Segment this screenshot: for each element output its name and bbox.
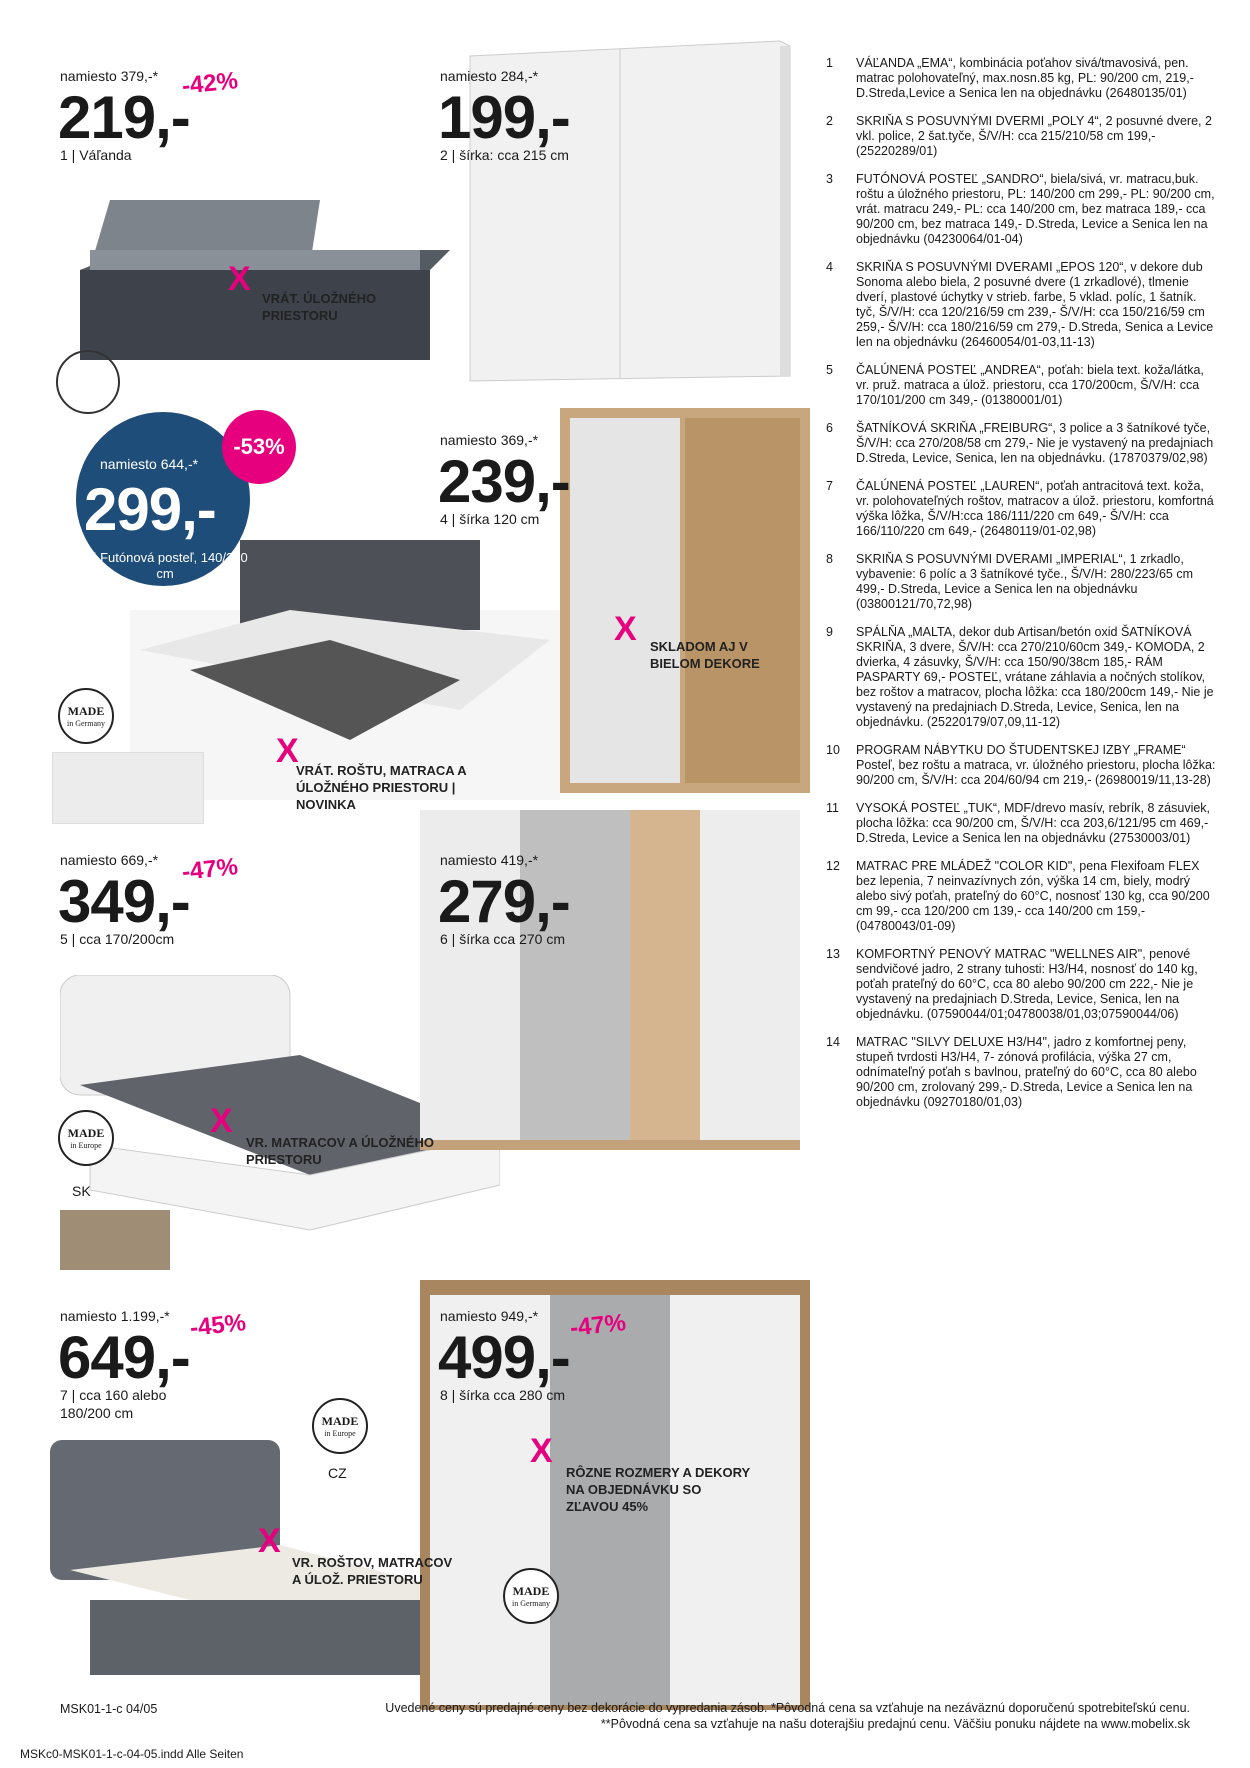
price-6: 279,- (438, 868, 570, 935)
price-8: 499,- (438, 1324, 570, 1391)
discount-badge-3 (222, 410, 296, 484)
list-item (826, 363, 1218, 408)
list-item-number: 13 (826, 947, 840, 961)
list-item (826, 421, 1218, 466)
made-in-germany-seal: MADE in Germany (58, 688, 114, 744)
old-price-1: namiesto 379,-* (60, 68, 159, 84)
list-item (826, 479, 1218, 539)
caption-1: 1 | Váľanda (60, 147, 132, 163)
list-item-number: 6 (826, 421, 833, 435)
made-in-germany-seal-8: MADE in Germany (503, 1568, 559, 1624)
sk-label: SK (72, 1183, 91, 1199)
list-item-text: VÁĽANDA „EMA“, kombinácia poťahov sivá/tmavosivá, pen. matrac polohovateľný, max.nosn.85 kg, PL: 90/200 cm, 219,- D.Streda,Levice a Senica len na objednávku (26480135/01) (856, 56, 1194, 100)
list-item (826, 743, 1218, 788)
page-code: MSK01-1-c 04/05 (60, 1702, 158, 1716)
list-item-text: PROGRAM NÁBYTKU DO ŠTUDENTSKEJ IZBY „FRAME“ Posteľ, bez roštu a matraca, vr. úložného priestoru, plocha lôžka: 90/200 cm, Š/V/H: cca 204/60/94 cm 219,- (26980019/11,13-28) (856, 743, 1216, 787)
old-price-7: namiesto 1.199,-* (60, 1308, 170, 1324)
list-item (826, 172, 1218, 247)
list-item (826, 260, 1218, 350)
epos-wardrobe-image (560, 408, 820, 798)
note-1: VRÁT. ÚLOŽNÉHO PRIESTORU (262, 291, 377, 323)
note-4: SKLADOM AJ V BIELOM DEKORE (650, 639, 760, 671)
list-item-text: ČALÚNENÁ POSTEĽ „LAUREN“, poťah antracitová text. koža, vr. polohovateľných roštov, matracov a úlož. priestoru, komfortná výška lôžka, Š/V/H:cca 186/111/220 cm 649,- Š/V/H: cca 166/110/220 cm 649,- (26480119/01-02,98) (856, 479, 1214, 538)
list-item-number: 12 (826, 859, 840, 873)
valanda-image (70, 180, 450, 380)
discount-7: -45% (188, 1309, 248, 1342)
caption-7: 7 | cca 160 alebo 180/200 cm (60, 1387, 167, 1421)
list-item-text: ČALÚNENÁ POSTEĽ „ANDREA“, poťah: biela text. koža/látka, vr. pruž. matraca a úlož. priestoru, cca 170/200cm, Š/V/H: cca 170/101/200 cm 349,- (01380001/01) (856, 363, 1204, 407)
caption-2: 2 | šírka: cca 215 cm (440, 147, 569, 163)
list-item (826, 56, 1218, 101)
old-price-4: namiesto 369,-* (440, 432, 539, 448)
x-marker-4: X (614, 610, 637, 648)
product-description-list (826, 56, 1218, 1123)
caption-3: 3 | Futónová posteľ, 140/200 cm (82, 550, 248, 581)
list-item-number: 4 (826, 260, 833, 274)
old-price-8: namiesto 949,-* (440, 1308, 539, 1324)
list-item (826, 947, 1218, 1022)
list-item-text: SKRIŇA S POSUVNÝMI DVERMI „POLY 4“, 2 posuvné dvere, 2 vkl. police, 2 šat.tyče, Š/V/H: cca 215/210/58 cm 199,- (25220289/01) (856, 114, 1212, 158)
list-item-text: KOMFORTNÝ PENOVÝ MATRAC "WELLNES AIR", penové sendvičové jadro, 2 strany tuhosti: H3/H4, nosnosť do 140 kg, poťah prateľný do 60°C, cca 80 alebo 90/200 cm 222,- Nie je vystavený na predajniach D.Streda, Levice, Senica, len na objednávku. (07590044/01;04780038/01,03;07590044/06) (856, 947, 1198, 1021)
x-marker-5: X (210, 1102, 233, 1140)
caption-5: 5 | cca 170/200cm (60, 931, 175, 947)
list-item-text: SKRIŇA S POSUVNÝMI DVERAMI „EPOS 120“, v dekore dub Sonoma alebo biela, 2 posuvné dvere (1 zrkadlové), tlmenie dverí, plastové úchytky v strieb. farbe, 5 vklad. políc, 1 šatník. tyč, Š/V/H: cca 120/216/59 cm 239,- Š/V/H: cca 150/216/59 cm 259,- Š/V/H: cca 180/216/59 cm 279,- D.Streda, Senica a Levice len na objednávku (26460054/01-03,11-13) (856, 260, 1214, 349)
made-in-europe-seal-cz: MADE in Europe (312, 1398, 368, 1454)
x-marker-8: X (530, 1432, 553, 1470)
note-7: VR. ROŠTOV, MATRACOV A ÚLOŽ. PRIESTORU (292, 1555, 453, 1587)
andrea-storage-image (60, 1210, 170, 1270)
x-marker-7: X (258, 1522, 281, 1560)
discount-8: -47% (568, 1309, 628, 1342)
list-item-number: 10 (826, 743, 840, 757)
x-marker-3: X (276, 732, 299, 770)
list-item-text: FUTÓNOVÁ POSTEĽ „SANDRO“, biela/sivá, vr. matracu,buk. roštu a úložného priestoru, PL: 140/200 cm 299,- PL: 90/200 cm, vrát. matracu 249,- PL: cca 140/200 cm, bez matraca 189,- cca 90/200 cm, bez matraca 149,- D.Streda, Levice a Senica len na objednávku (04230064/01-04) (856, 172, 1215, 246)
note-8: RÔZNE ROZMERY A DEKORY NA OBJEDNÁVKU SO ZĽAVOU 45% (566, 1465, 750, 1514)
list-item-text: ŠATNÍKOVÁ SKRIŇA „FREIBURG“, 3 police a 3 šatníkové tyče, Š/V/H: cca 270/208/58 cm 279,- Nie je vystavený na predajniach D.Streda, Levice, Senica, len na objednávku. (17870379/02,98) (856, 421, 1214, 465)
note-3: VRÁT. ROŠTU, MATRACA A ÚLOŽNÉHO PRIESTORU | NOVINKA (296, 763, 467, 812)
caption-4: 4 | šírka 120 cm (440, 511, 540, 527)
footer-line-2: **Pôvodná cena sa vzťahuje na našu doterajšiu predajnú cenu. Väčšiu ponuku nájdete na www.mobelix.sk (600, 1717, 1190, 1731)
old-price-2: namiesto 284,-* (440, 68, 539, 84)
list-item (826, 859, 1218, 934)
caption-8: 8 | šírka cca 280 cm (440, 1387, 566, 1403)
list-item-number: 7 (826, 479, 833, 493)
list-item-text: MATRAC PRE MLÁDEŽ "COLOR KID", pena Flexifoam FLEX bez lepenia, 7 neinvazívnych zón, výška 14 cm, biely, modrý alebo sivý poťah, prateľný do 60°C, nosnosť 130 kg, cca 90/200 cm 99,- cca 120/200 cm 139,- cca 140/200 cm 159,- (04780043/01-09) (856, 859, 1210, 933)
list-item-text: SKRIŇA S POSUVNÝMI DVERAMI „IMPERIAL“, 1 zrkadlo, vybavenie: 6 políc a 3 šatníkové tyče., Š/V/H: 280/223/65 cm 499,- D.Streda, Levice a Senica len na objednávku (03800121/70,72,98) (856, 552, 1193, 611)
list-item-number: 1 (826, 56, 833, 70)
price-7: 649,- (58, 1324, 190, 1391)
list-item-number: 14 (826, 1035, 840, 1049)
price-5: 349,- (58, 868, 190, 935)
discount-1: -42% (180, 67, 240, 100)
list-item (826, 1035, 1218, 1110)
made-in-europe-seal: MADE in Europe (58, 1110, 114, 1166)
storage-icon (56, 350, 120, 414)
old-price-6: namiesto 419,-* (440, 852, 539, 868)
caption-6: 6 | šírka cca 270 cm (440, 931, 566, 947)
footer-line-1: Uvedené ceny sú predajné ceny bez dekorácie do vypredania zásob. *Pôvodná cena sa vzťahuje na nezáväznú doporučenú spotrebiteľskú cenu. (385, 1701, 1190, 1715)
list-item-number: 11 (826, 801, 839, 815)
list-item-text: VYSOKÁ POSTEĽ „TUK“, MDF/drevo masív, rebrík, 8 zásuviek, plocha lôžka: cca 90/200 cm, Š/V/H: cca 203,6/121/95 cm 469,- D.Streda, Levice a Senica len na objednávku (27530003/01) (856, 801, 1211, 845)
list-item-number: 5 (826, 363, 833, 377)
x-marker-1: X (228, 260, 251, 298)
list-item (826, 114, 1218, 159)
futon-drawer-image (52, 752, 204, 824)
list-item-number: 8 (826, 552, 833, 566)
list-item-number: 3 (826, 172, 833, 186)
list-item (826, 552, 1218, 612)
price-3: 299,- (84, 476, 216, 543)
cz-label: CZ (328, 1465, 347, 1481)
list-item-number: 9 (826, 625, 833, 639)
list-item-text: SPÁLŇA „MALTA, dekor dub Artisan/betón oxid ŠATNÍKOVÁ SKRIŇA, 3 dvere, Š/V/H: cca 270/210/60cm 349,- KOMODA, 2 dvierka, 4 zásuvky, Š/V/H: cca 150/90/38cm 185,- RÁM PASPARTY 69,- POSTEĽ, vrátane záhlavia a nočných stolíkov, bez roštov a matracov, plocha lôžka: cca 180/200cm 149,- Nie je vystavený na predajniach D.Streda, Levice, Senica, len na objednávku. (25220179/07,09,11-12) (856, 625, 1214, 729)
list-item-number: 2 (826, 114, 833, 128)
price-1: 219,- (58, 84, 190, 151)
old-price-3: namiesto 644,-* (100, 456, 199, 472)
file-name: MSKc0-MSK01-1-c-04-05.indd Alle Seiten (20, 1747, 244, 1761)
price-2: 199,- (438, 84, 570, 151)
list-item (826, 625, 1218, 730)
note-5: VR. MATRACOV A ÚLOŽNÉHO PRIESTORU (246, 1135, 435, 1167)
list-item (826, 801, 1218, 846)
list-item-text: MATRAC "SILVY DELUXE H3/H4", jadro z komfortnej peny, stupeň tvrdosti H3/H4, 7- zónová profilácia, výška 27 cm, odnímateľný poťah s bavlnou, prateľný do 60°C, cca 80 alebo 90/200 cm, zrolovaný 299,- D.Streda, Levice a Senica len na objednávku (09270180/01,03) (856, 1035, 1197, 1109)
old-price-5: namiesto 669,-* (60, 852, 159, 868)
price-4: 239,- (438, 448, 570, 515)
discount-5: -47% (180, 853, 240, 886)
discount-3: -53% (233, 434, 285, 459)
